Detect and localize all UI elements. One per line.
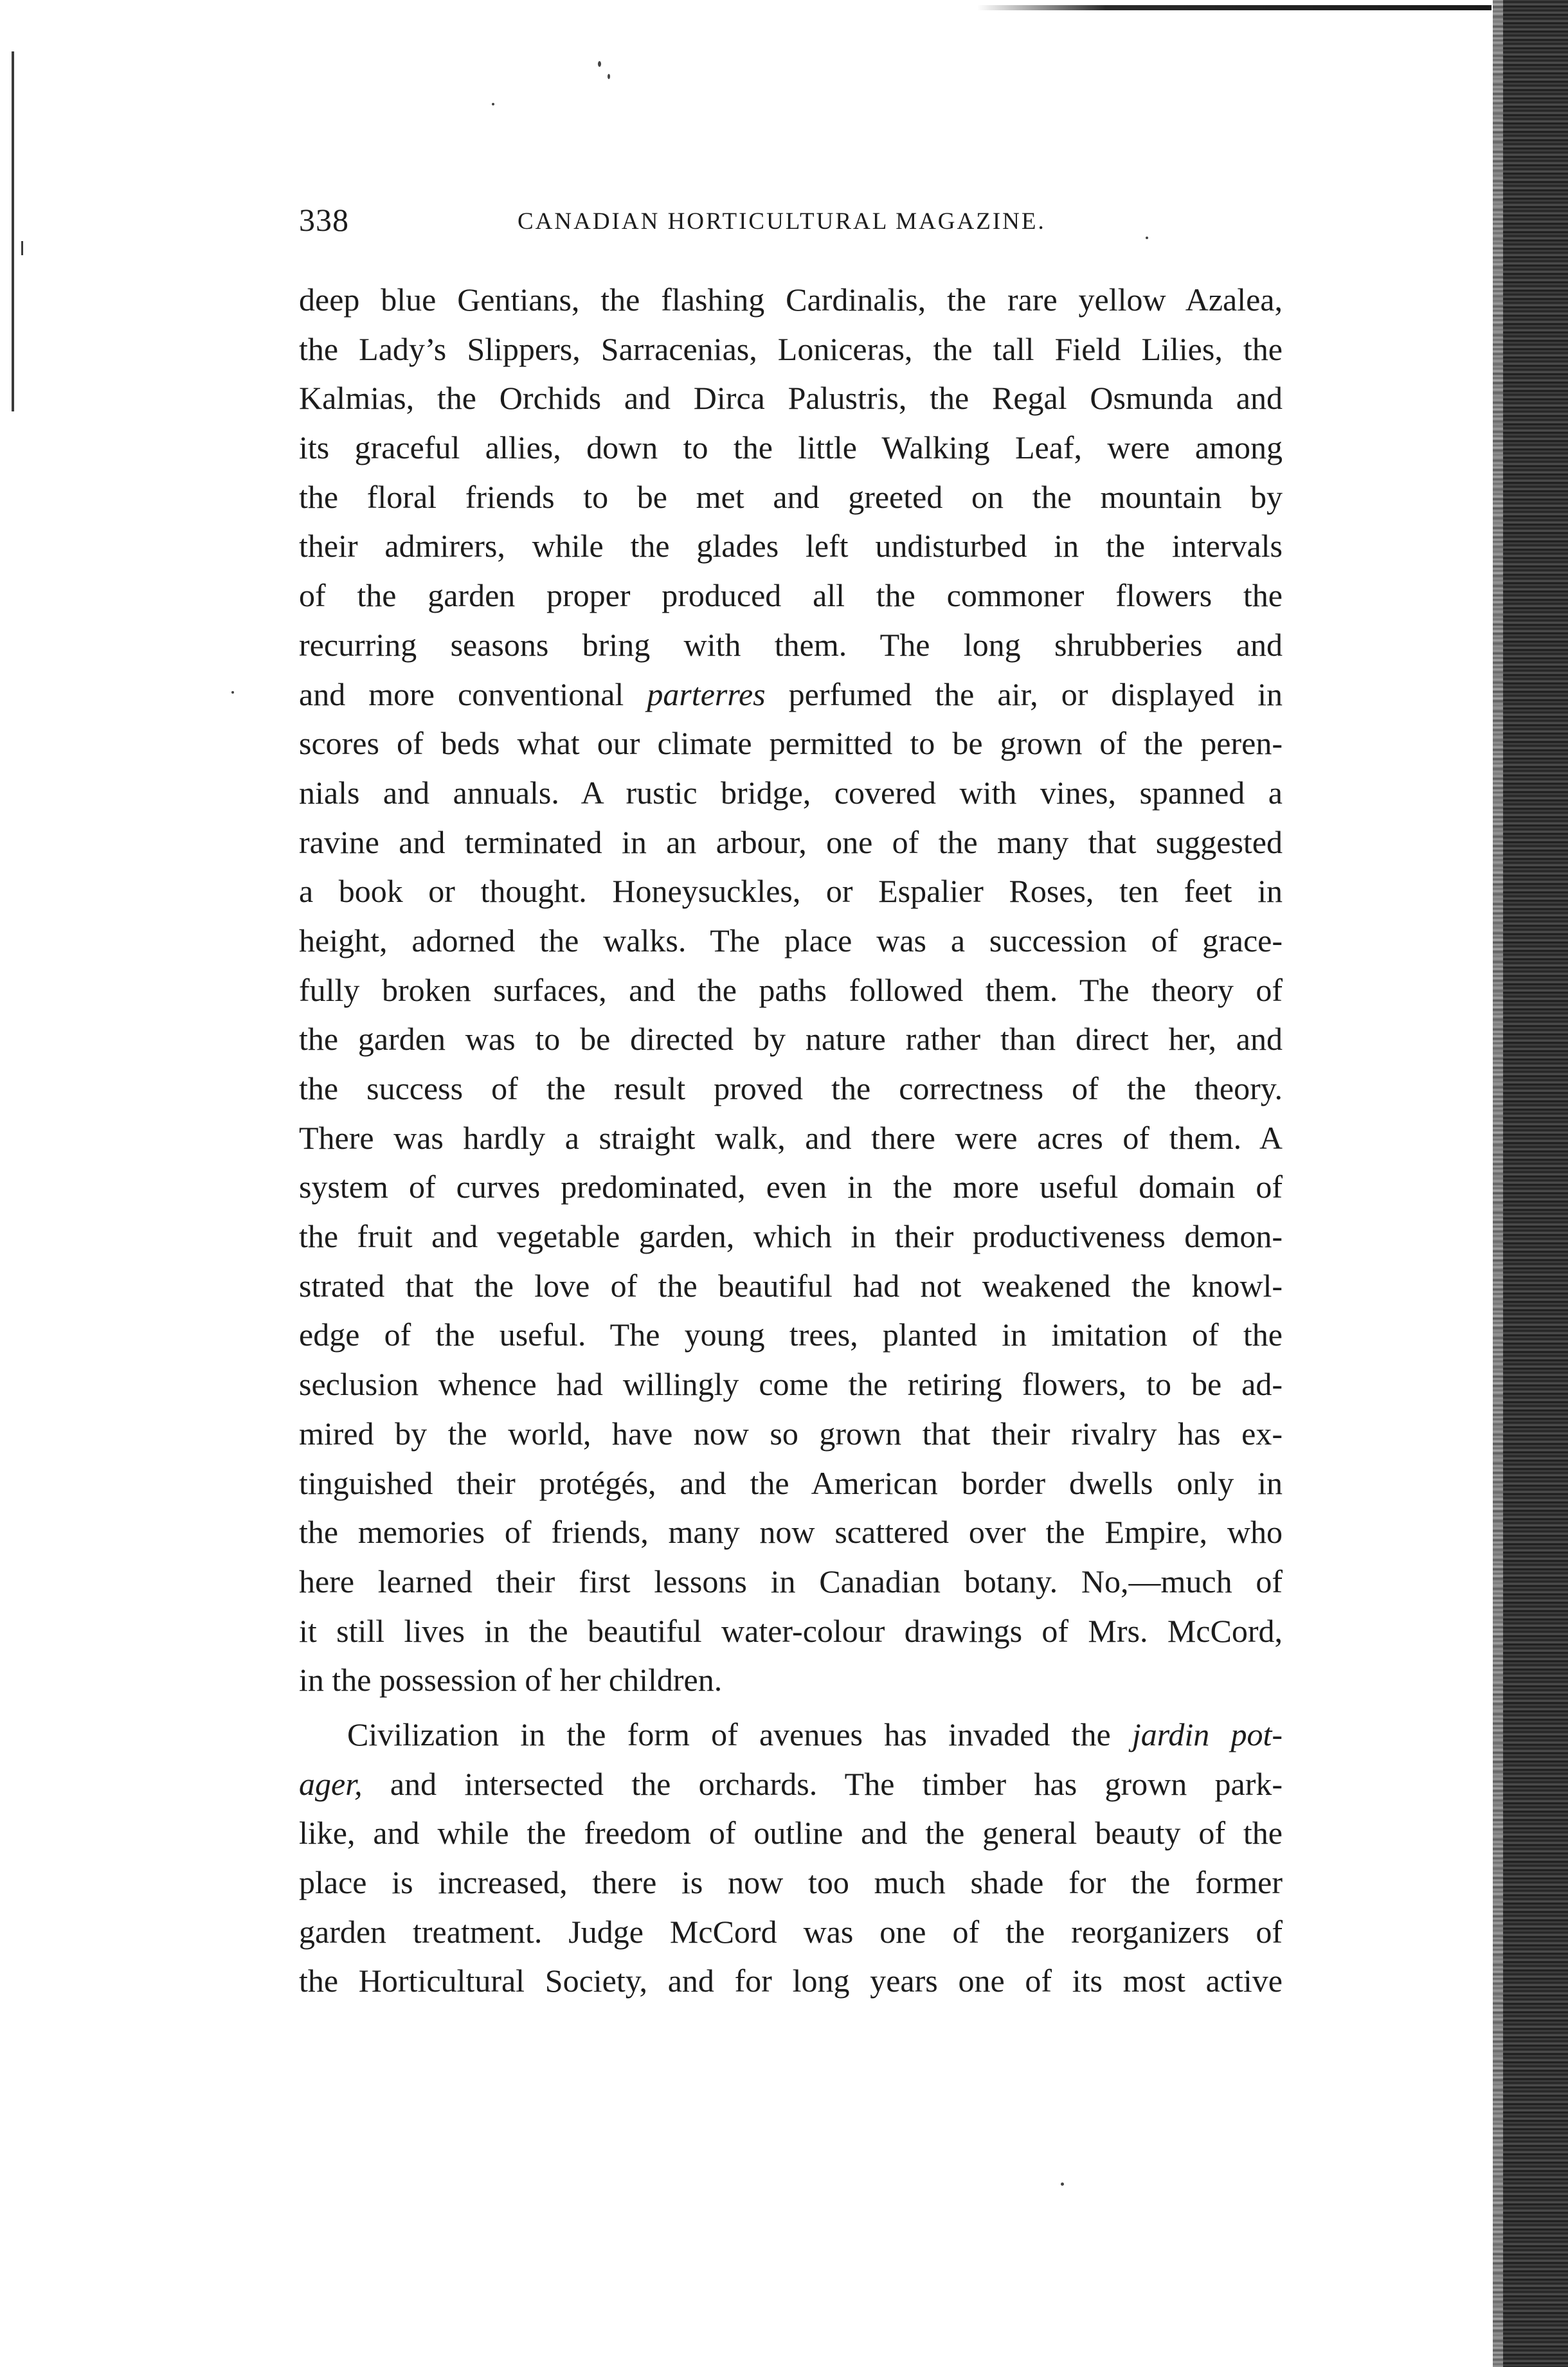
text-line: ravine and terminated in an arbour, one of the many that suggested [299,824,1283,860]
scan-speck [598,61,601,67]
text-line: There was hardly a straight walk, and there were acres of them. A [299,1119,1283,1156]
text-line: in the possession of her children. [299,1662,723,1698]
scan-binding-edge [1493,0,1568,2367]
body-text [299,275,1283,2006]
text-line: height, adorned the walks. The place was a succession of grace- [299,922,1283,959]
text-line: system of curves predominated, even in the more useful domain of [299,1169,1283,1205]
text-line: nials and annuals. A rustic bridge, covered with vines, spanned a [299,774,1283,811]
text-line: here learned their first lessons in Canadian botany. No,—much of [299,1563,1283,1599]
text-line: strated that the love of the beautiful had not weakened the knowl- [299,1267,1283,1304]
scan-speck [1061,2182,1064,2186]
scan-left-margin-line [12,51,14,411]
text-run: perfumed the air, or displayed in [765,676,1283,712]
text-line [299,1760,1283,1809]
text-line: fully broken surfaces, and the paths followed them. The theory of [299,971,1283,1008]
scan-top-rule [977,5,1491,10]
paragraph-break [299,1705,1283,1710]
text-run: Civilization in the form of avenues has invaded the [347,1716,1132,1752]
text-line [299,670,1283,719]
text-run: and more conventional [299,676,647,712]
text-line: the garden was to be directed by nature rather than direct her, and [299,1021,1283,1058]
text-line: their admirers, while the glades left undisturbed in the intervals [299,528,1283,564]
text-line: its graceful allies, down to the little Walking Leaf, were among [299,429,1283,466]
text-line: mired by the world, have now so grown that their rivalry has ex- [299,1415,1283,1452]
text-line: the success of the result proved the correctness of the theory. [299,1070,1283,1106]
scan-speck [608,74,610,79]
italic-word: ager, [299,1765,363,1802]
italic-word: jardin pot- [1131,1716,1283,1752]
text-line: place is increased, there is now too much shade for the former [299,1864,1283,1900]
text-line: like, and while the freedom of outline and the general beauty of the [299,1815,1283,1851]
text-line: the Horticultural Society, and for long years one of its most active [299,1963,1283,1999]
text-line: the floral friends to be met and greeted on the mountain by [299,478,1283,515]
text-line: it still lives in the beautiful water-colour drawings of Mrs. McCord, [299,1612,1283,1649]
text-line: Kalmias, the Orchids and Dirca Palustris, the Regal Osmunda and [299,380,1283,417]
text-line: a book or thought. Honeysuckles, or Espalier Roses, ten feet in [299,873,1283,910]
text-line: garden treatment. Judge McCord was one of the reorganizers of [299,1913,1283,1950]
text-run: and intersected the orchards. The timber has grown park- [362,1765,1283,1802]
scan-speck [231,691,234,694]
text-line: tinguished their protégés, and the American border dwells only in [299,1464,1283,1501]
text-line: seclusion whence had willingly come the retiring flowers, to be ad- [299,1366,1283,1403]
text-line: scores of beds what our climate permitted to be grown of the peren- [299,725,1283,762]
page-number: 338 [299,202,349,238]
text-line: recurring seasons bring with them. The long shrubberies and [299,626,1283,663]
text-line: edge of the useful. The young trees, planted in imitation of the [299,1317,1283,1353]
scan-left-margin-tick [21,241,23,255]
page-header [299,201,1148,239]
text-line: of the garden proper produced all the commoner flowers the [299,577,1283,614]
text-line: deep blue Gentians, the flashing Cardinalis, the rare yellow Azalea, [299,282,1283,318]
text-line: the fruit and vegetable garden, which in their productiveness demon- [299,1218,1283,1255]
text-line [299,1710,1283,1760]
text-line: the Lady’s Slippers, Sarracenias, Loniceras, the tall Field Lilies, the [299,330,1283,367]
scan-speck [492,103,494,105]
text-line: the memories of friends, many now scattered over the Empire, who [299,1514,1283,1551]
italic-word: parterres [647,676,766,712]
running-head: CANADIAN HORTICULTURAL MAGAZINE. [518,208,1046,235]
